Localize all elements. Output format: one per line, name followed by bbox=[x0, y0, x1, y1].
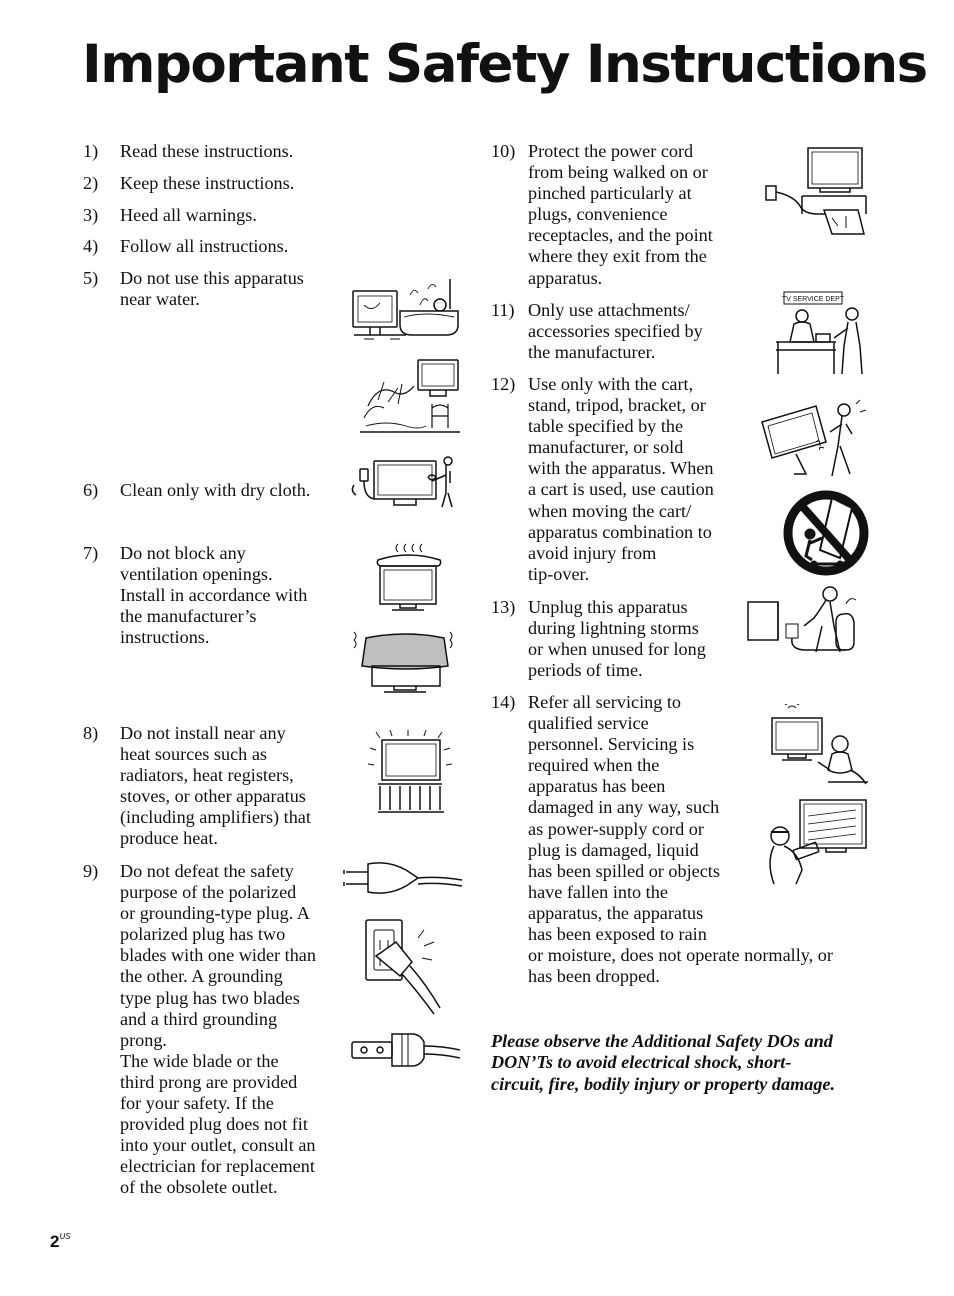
item-text: Heed all warnings. bbox=[120, 205, 257, 225]
power-cord-protection-illustration bbox=[762, 146, 868, 238]
unplug-during-storm-illustration bbox=[746, 584, 870, 656]
item-text: Do not block any ventilation openings. Install in accordance with the manufacturer’s instructions. bbox=[120, 543, 308, 648]
item-text: Read these instructions. bbox=[120, 141, 294, 161]
item-text: Protect the power cord from being walked on or pinched particularly at plugs, convenience receptacles, and the point where they exit from the apparatus. bbox=[528, 141, 713, 288]
grounding-plug-illustration bbox=[350, 1024, 462, 1076]
item-text: Keep these instructions. bbox=[120, 173, 295, 193]
item-number: 1) bbox=[83, 141, 99, 161]
item-text: Unplug this apparatus during lightning storms or when unused for long periods of time. bbox=[528, 597, 706, 681]
item-text: Only use attachments/ accessories specified by the manufacturer. bbox=[528, 300, 703, 363]
item-number: 4) bbox=[83, 236, 99, 256]
call-service-illustration bbox=[770, 704, 870, 792]
item-number: 8) bbox=[83, 723, 99, 743]
item-number: 7) bbox=[83, 543, 99, 563]
item-text: Refer all servicing to qualified service personnel. Servicing is required when the apparatus has been damaged in any way, such as power-supply cord or plug is damaged, liquid has been spilled or objects have fallen into the apparatus, the apparatus has been exposed to rain or moisture, does not operate normally, or has been dropped. bbox=[528, 692, 833, 987]
tv-near-pool-illustration bbox=[358, 356, 462, 436]
item-number: 6) bbox=[83, 480, 99, 500]
item-number: 11) bbox=[491, 300, 515, 320]
item-number: 9) bbox=[83, 861, 99, 881]
polarized-plug-illustration bbox=[340, 854, 464, 906]
item-number: 3) bbox=[83, 205, 99, 225]
page-suffix: US bbox=[59, 1232, 71, 1241]
blocked-ventilation-top-illustration bbox=[372, 540, 444, 612]
item-number: 14) bbox=[491, 692, 516, 712]
cart-warning-symbol bbox=[780, 488, 872, 578]
item-number: 5) bbox=[83, 268, 99, 288]
item-number: 12) bbox=[491, 374, 516, 394]
item-text: Follow all instructions. bbox=[120, 236, 289, 256]
technician-servicing-illustration bbox=[766, 796, 870, 886]
heat-source-illustration bbox=[364, 728, 456, 816]
tip-over-illustration bbox=[756, 398, 868, 482]
service-department-illustration bbox=[774, 290, 866, 376]
item-text: Use only with the cart, stand, tripod, bracket, or table specified by the manufacturer, or sold with the apparatus. When a cart is used, use caution when moving the cart/ apparatus combination to avoid injury from tip-over. bbox=[528, 374, 714, 584]
tv-near-bathtub-illustration bbox=[350, 275, 462, 345]
safety-notice: Please observe the Additional Safety DOs and DON’Ts to avoid electrical shock, short- circuit, fire, bodily injury or property damage. bbox=[491, 1031, 836, 1094]
cleaning-tv-illustration bbox=[350, 455, 462, 511]
plug-into-outlet-illustration bbox=[362, 916, 444, 1020]
page-number: $2^{US}$ bbox=[50, 1232, 71, 1251]
item-text: Do not defeat the safety purpose of the polarized or grounding-type plug. A polarized plug has two blades with one wider than the other. A grounding type plug has two blades and a third grounding prong. The wide blade or the third prong are provided for your safety. If the provided plug does not fit into your outlet, consult an electrician for replacement of the obsolete outlet. bbox=[120, 861, 316, 1198]
item-number: 10) bbox=[491, 141, 516, 161]
item-text: Do not use this apparatus near water. bbox=[120, 268, 304, 310]
blocked-ventilation-cloth-illustration bbox=[348, 626, 460, 696]
item-number: 2) bbox=[83, 173, 99, 193]
service-sign-text: TV SERVICE DEPT bbox=[781, 296, 845, 303]
item-text: Clean only with dry cloth. bbox=[120, 480, 311, 500]
page-title: Important Safety Instructions bbox=[82, 34, 927, 95]
item-text: Do not install near any heat sources such as radiators, heat registers, stoves, or other apparatus (including amplifiers) that produce heat. bbox=[120, 723, 311, 849]
item-number: 13) bbox=[491, 597, 516, 617]
